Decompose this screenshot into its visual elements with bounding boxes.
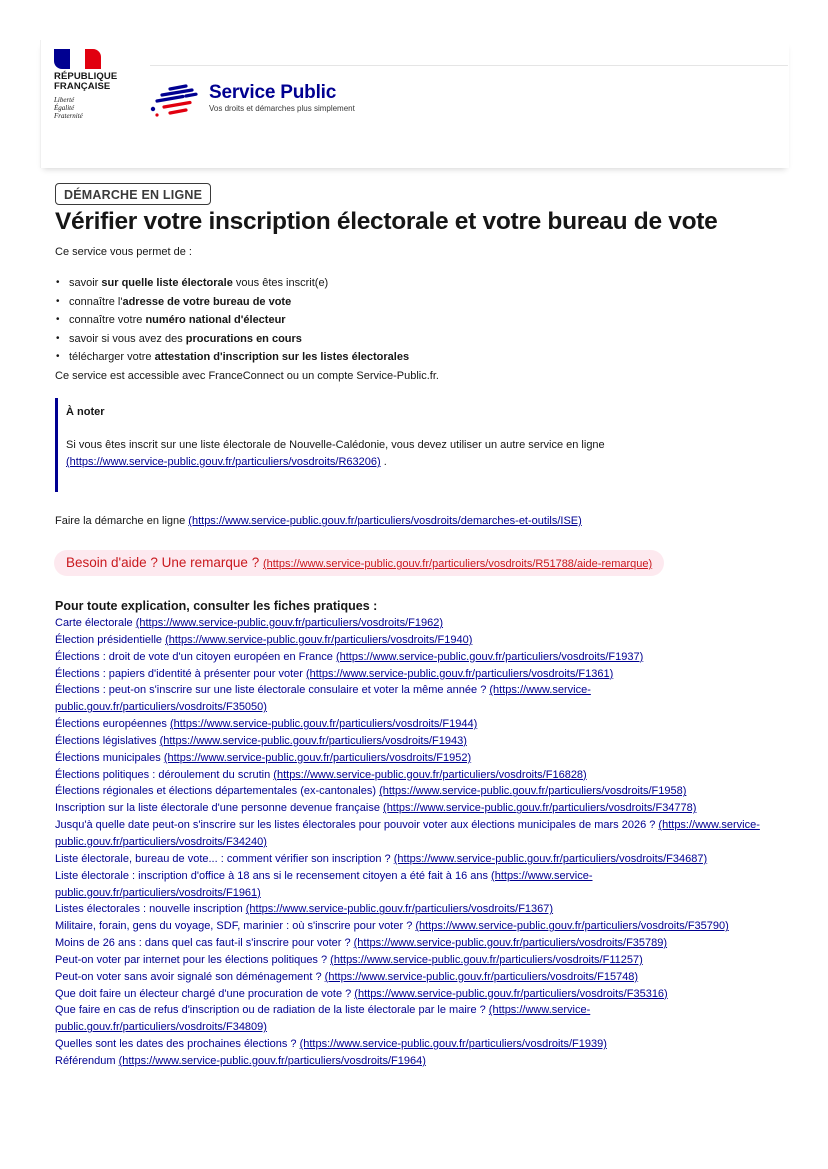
service-public-tagline: Vos droits et démarches plus simplement xyxy=(209,104,355,113)
fiche-item xyxy=(55,800,775,817)
fiche-link[interactable]: (https://www.service-public.gouv.fr/particuliers/vosdroits/F15748) xyxy=(324,970,639,983)
fiche-title: Moins de 26 ans : dans quel cas faut-il s'inscrire pour voter ? xyxy=(55,937,354,950)
feature-item: • connaître l'adresse de votre bureau de vote xyxy=(55,295,409,314)
fiche-item xyxy=(55,986,775,1003)
help-label: Besoin d'aide ? Une remarque ? xyxy=(66,555,263,570)
motto-fraternite: Fraternité xyxy=(54,112,83,120)
republique-francaise-logo[interactable] xyxy=(54,49,134,120)
fiche-item xyxy=(55,666,775,683)
help-pill xyxy=(54,550,664,576)
fiche-link[interactable]: (https://www.service-public.gouv.fr/particuliers/vosdroits/F35790) xyxy=(415,920,729,933)
fiche-title: Liste électorale, bureau de vote... : comment vérifier son inscription ? xyxy=(55,852,394,865)
fiche-link[interactable]: (https://www.service-public.gouv.fr/particuliers/vosdroits/F34240) xyxy=(55,819,760,848)
fiche-link[interactable]: (https://www.service-public.gouv.fr/particuliers/vosdroits/F35789) xyxy=(353,937,668,950)
fiche-link[interactable]: (https://www.service-public.gouv.fr/particuliers/vosdroits/F35050) xyxy=(55,684,591,714)
fiche-item xyxy=(55,682,775,716)
fiche-title: Élections législatives xyxy=(55,734,160,747)
feature-item: • savoir sur quelle liste électorale vous êtes inscrit(e) xyxy=(55,276,409,295)
fiche-title: Peut-on voter par internet pour les élections politiques ? xyxy=(55,953,331,966)
demarche-link[interactable]: (https://www.service-public.gouv.fr/particuliers/vosdroits/demarches-et-outils/ISE) xyxy=(188,515,582,527)
fiche-link[interactable]: (https://www.service-public.gouv.fr/particuliers/vosdroits/F11257) xyxy=(330,953,643,966)
service-public-mark-icon xyxy=(150,84,200,118)
fiche-item xyxy=(55,901,775,918)
fiche-title: Inscription sur la liste électorale d'une personne devenue française xyxy=(55,802,384,815)
fiche-item xyxy=(55,767,775,784)
fiche-link[interactable]: (https://www.service-public.gouv.fr/particuliers/vosdroits/F35316) xyxy=(354,987,668,1000)
fiche-title: Que faire en cas de refus d'inscription ou de radiation de la liste électorale par le maire ? xyxy=(55,1004,489,1017)
fiche-title: Carte électorale xyxy=(55,617,136,629)
fiche-title: Liste électorale : inscription d'office à 18 ans si le recensement citoyen a été fait à 16 ans xyxy=(55,869,492,882)
fiche-link[interactable]: (https://www.service-public.gouv.fr/particuliers/vosdroits/F34687) xyxy=(393,852,708,865)
demarche-line xyxy=(55,515,582,527)
fiche-link[interactable]: (https://www.service-public.gouv.fr/particuliers/vosdroits/F1940) xyxy=(165,633,473,646)
fiche-title: Élections européennes xyxy=(55,718,170,731)
fiche-item xyxy=(55,817,775,851)
fiche-title: Militaire, forain, gens du voyage, SDF, marinier : où s'inscrire pour voter ? xyxy=(55,920,416,933)
fiche-link[interactable]: (https://www.service-public.gouv.fr/particuliers/vosdroits/F1367) xyxy=(245,903,554,916)
fiche-item xyxy=(55,1036,775,1053)
fiche-link[interactable]: (https://www.service-public.gouv.fr/particuliers/vosdroits/F1361) xyxy=(305,667,614,680)
fiche-title: Élections : papiers d'identité à présenter pour voter xyxy=(55,667,306,680)
note-callout xyxy=(55,398,755,492)
nouvelle-caledonie-link[interactable]: (https://www.service-public.gouv.fr/particuliers/vosdroits/R63206) xyxy=(66,456,381,468)
intro-text: Ce service vous permet de : xyxy=(55,246,192,258)
fiche-item xyxy=(55,783,775,800)
help-link[interactable]: (https://www.service-public.gouv.fr/particuliers/vosdroits/R51788/aide-remarque) xyxy=(262,558,653,570)
fiche-item xyxy=(55,615,775,632)
feature-item: • télécharger votre attestation d'inscription sur les listes électorales xyxy=(55,350,409,369)
fiche-item xyxy=(55,649,775,666)
access-text: Ce service est accessible avec FranceConnect ou un compte Service-Public.fr. xyxy=(55,370,439,382)
fiche-link[interactable]: (https://www.service-public.gouv.fr/particuliers/vosdroits/F1944) xyxy=(169,718,478,731)
fiche-link[interactable]: (https://www.service-public.gouv.fr/particuliers/vosdroits/F1958) xyxy=(379,785,687,798)
fiche-link[interactable]: (https://www.service-public.gouv.fr/particuliers/vosdroits/F16828) xyxy=(273,768,587,781)
fiche-item xyxy=(55,1002,775,1036)
fiche-link[interactable]: (https://www.service-public.gouv.fr/particuliers/vosdroits/F1939) xyxy=(299,1038,607,1051)
fiche-title: Référendum xyxy=(55,1054,119,1067)
note-title: À noter xyxy=(66,406,105,418)
fiche-title: Élection présidentielle xyxy=(55,633,166,646)
republique-motto xyxy=(54,96,134,120)
french-flag-icon xyxy=(54,49,101,69)
service-public-title: Service Public xyxy=(209,82,337,103)
feature-item: • savoir si vous avez des procurations en cours xyxy=(55,332,409,351)
page-title: Vérifier votre inscription électorale et votre bureau de vote xyxy=(55,208,718,235)
republique-line-1: RÉPUBLIQUE xyxy=(54,71,118,82)
fiches-title: Pour toute explication, consulter les fiches pratiques : xyxy=(55,599,378,613)
fiche-item xyxy=(55,969,775,986)
fiche-item xyxy=(55,868,775,902)
fiche-title: Élections : droit de vote d'un citoyen européen en France xyxy=(55,650,336,663)
fiche-title: Élections municipales xyxy=(55,751,164,764)
fiche-title: Listes électorales : nouvelle inscription xyxy=(55,903,246,916)
fiches-list xyxy=(55,615,775,1070)
note-text: Si vous êtes inscrit sur une liste électorale de Nouvelle-Calédonie, vous devez utiliser un autre service en ligne (https://www.service-public.gouv.fr/particuliers/vosdroits/R63206) . xyxy=(66,439,605,468)
fiche-link[interactable]: (https://www.service-public.gouv.fr/particuliers/vosdroits/F1952) xyxy=(163,751,472,764)
fiche-title: Jusqu'à quelle date peut-on s'inscrire sur les listes électorales pour pouvoir voter aux élections municipales de mars 2026 ? xyxy=(55,819,659,832)
demarche-badge: DÉMARCHE EN LIGNE xyxy=(55,183,211,205)
fiche-item xyxy=(55,632,775,649)
fiche-item xyxy=(55,716,775,733)
fiche-title: Élections régionales et élections départementales (ex-cantonales) xyxy=(55,785,380,798)
fiche-item xyxy=(55,733,775,750)
fiche-title: Que doit faire un électeur chargé d'une procuration de vote ? xyxy=(55,987,355,1000)
fiche-item xyxy=(55,750,775,767)
fiche-title: Peut-on voter sans avoir signalé son déménagement ? xyxy=(55,970,325,983)
demarche-label: Faire la démarche en ligne xyxy=(55,515,189,527)
fiche-item xyxy=(55,952,775,969)
fiche-title: Quelles sont les dates des prochaines élections ? xyxy=(55,1038,300,1051)
fiche-link[interactable]: (https://www.service-public.gouv.fr/particuliers/vosdroits/F1964) xyxy=(118,1054,426,1067)
fiche-link[interactable]: (https://www.service-public.gouv.fr/particuliers/vosdroits/F1962) xyxy=(135,617,444,629)
header-divider xyxy=(150,65,788,66)
fiche-link[interactable]: (https://www.service-public.gouv.fr/particuliers/vosdroits/F1961) xyxy=(55,869,593,899)
fiche-link[interactable]: (https://www.service-public.gouv.fr/particuliers/vosdroits/F34809) xyxy=(55,1004,591,1034)
fiche-item xyxy=(55,851,775,868)
features-list xyxy=(55,276,409,369)
motto-egalite: Égalité xyxy=(54,104,75,112)
fiche-title: Élections politiques : déroulement du scrutin xyxy=(55,768,274,781)
fiche-title: Élections : peut-on s'inscrire sur une liste électorale consulaire et voter la même année ? xyxy=(55,684,490,697)
republique-line-2: FRANÇAISE xyxy=(54,81,111,92)
fiche-link[interactable]: (https://www.service-public.gouv.fr/particuliers/vosdroits/F34778) xyxy=(383,802,697,815)
fiche-item xyxy=(55,1053,775,1070)
motto-liberte: Liberté xyxy=(54,96,75,104)
republique-name xyxy=(54,72,134,92)
fiche-link[interactable]: (https://www.service-public.gouv.fr/particuliers/vosdroits/F1943) xyxy=(159,734,467,747)
fiche-item xyxy=(55,918,775,935)
fiche-item xyxy=(55,935,775,952)
fiche-link[interactable]: (https://www.service-public.gouv.fr/particuliers/vosdroits/F1937) xyxy=(335,650,644,663)
feature-item: • connaître votre numéro national d'électeur xyxy=(55,313,409,332)
